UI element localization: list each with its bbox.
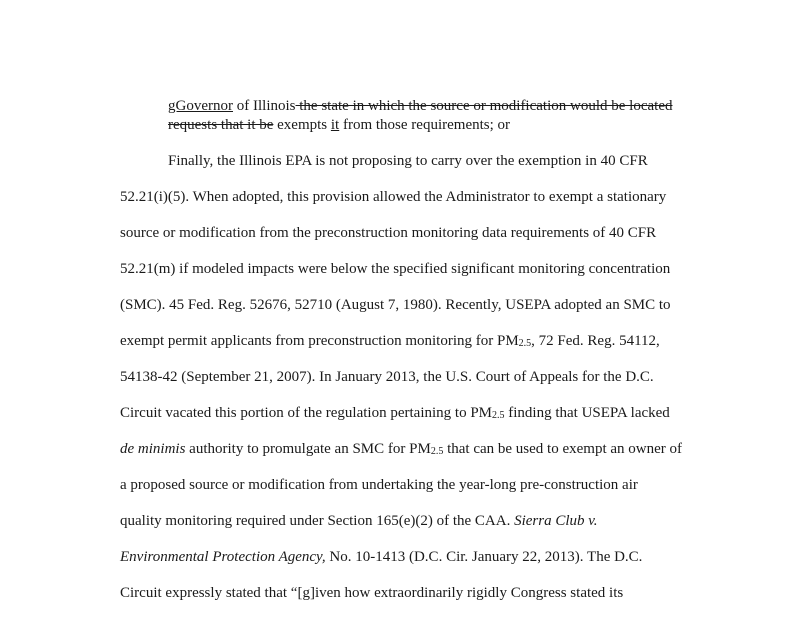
paragraph-line-11 bbox=[120, 512, 598, 530]
governor-inserted-text: gGovernor bbox=[168, 98, 233, 114]
requirements-text: from those requirements; or bbox=[339, 117, 511, 133]
line-11-text-a: quality monitoring required under Section 165(e)(2) of the CAA. bbox=[120, 513, 515, 529]
paragraph-line-9 bbox=[120, 440, 682, 458]
line-12-text-b: No. 10-1413 (D.C. Cir. January 22, 2013). The D.C. bbox=[325, 549, 643, 565]
illinois-text: Illinois bbox=[252, 98, 296, 114]
struck-text-1: the state in which the source or modification would be located bbox=[295, 98, 673, 114]
paragraph-line-2: 52.21(i)(5). When adopted, this provision allowed the Administrator to exempt a stationary bbox=[120, 189, 667, 205]
line-8-text-a: Circuit vacated this portion of the regulation pertaining to PM bbox=[120, 405, 493, 421]
it-inserted-text: it bbox=[330, 117, 340, 133]
pm-subscript: 2.5 bbox=[518, 338, 532, 349]
case-name-italic: Sierra Club v. bbox=[514, 513, 598, 529]
paragraph-line-7: 54138-42 (September 21, 2007). In January 2013, the U.S. Court of Appeals for the D.C. bbox=[120, 369, 654, 385]
line-9-text-a: authority to promulgate an SMC for PM bbox=[185, 441, 431, 457]
line-6-text-a: exempt permit applicants from preconstruction monitoring for PM bbox=[120, 333, 519, 349]
paragraph-line-5: (SMC). 45 Fed. Reg. 52676, 52710 (August 7, 1980). Recently, USEPA adopted an SMC to bbox=[120, 297, 671, 313]
of-text: of bbox=[232, 98, 253, 114]
agency-name-italic: Environmental Protection Agency, bbox=[120, 549, 326, 565]
paragraph-line-1: Finally, the Illinois EPA is not proposing to carry over the exemption in 40 CFR bbox=[168, 153, 648, 169]
line-6-text-b: , 72 Fed. Reg. 54112, bbox=[531, 333, 660, 349]
paragraph-line-10: a proposed source or modification from undertaking the year-long pre-construction air bbox=[120, 477, 638, 493]
paragraph-line-3: source or modification from the preconstruction monitoring data requirements of 40 CFR bbox=[120, 225, 657, 241]
line-8-text-b: finding that USEPA lacked bbox=[504, 405, 670, 421]
paragraph-line-6 bbox=[120, 332, 660, 350]
struck-text-2: requests that it be bbox=[168, 117, 274, 133]
pm-subscript: 2.5 bbox=[430, 446, 444, 457]
paragraph-line-12 bbox=[120, 548, 642, 566]
paragraph-line-13: Circuit expressly stated that “[g]iven how extraordinarily rigidly Congress stated its bbox=[120, 585, 624, 601]
paragraph-line-8 bbox=[120, 404, 670, 422]
paragraph-line-4: 52.21(m) if modeled impacts were below the specified significant monitoring concentration bbox=[120, 261, 671, 277]
line-9-text-b: that can be used to exempt an owner of bbox=[443, 441, 682, 457]
pm-subscript: 2.5 bbox=[492, 410, 505, 421]
de-minimis-italic: de minimis bbox=[120, 441, 186, 457]
intro-line-1 bbox=[168, 97, 672, 115]
intro-line-2 bbox=[168, 116, 510, 134]
exempts-text: exempts bbox=[273, 117, 331, 133]
